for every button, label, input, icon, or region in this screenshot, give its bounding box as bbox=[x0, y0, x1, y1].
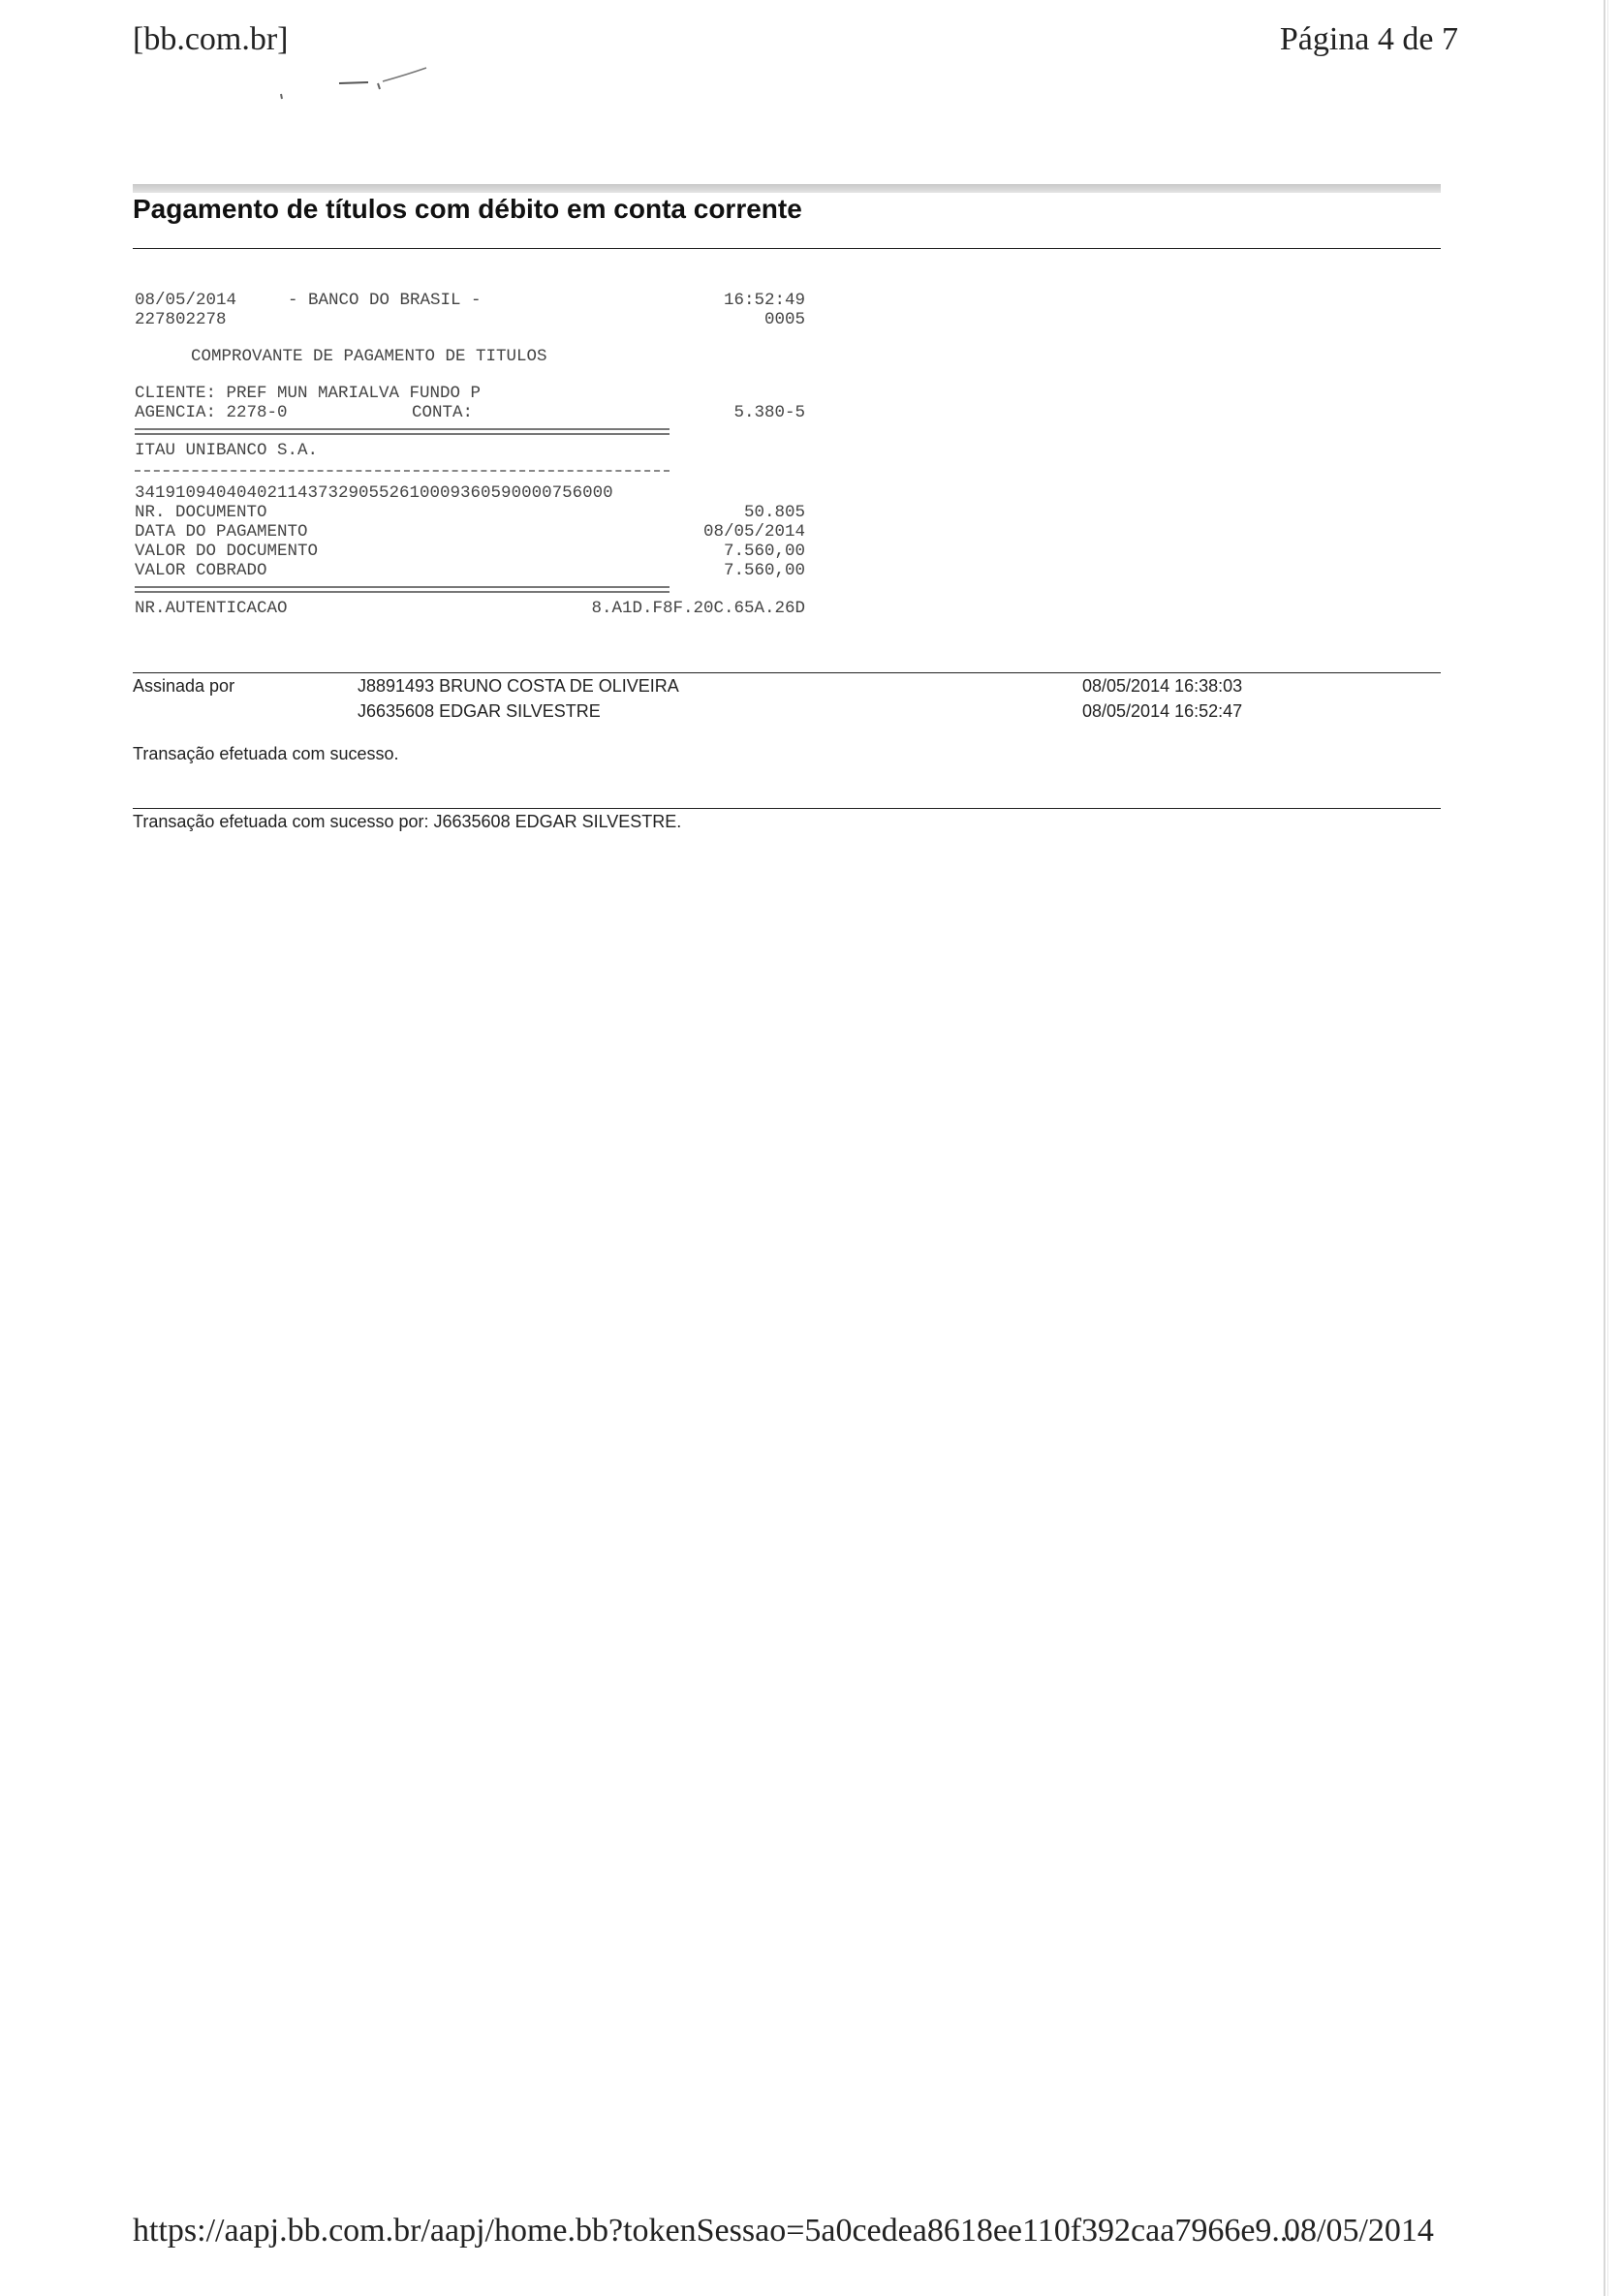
signature-divider bbox=[133, 672, 1441, 673]
receipt-conta-label: CONTA: bbox=[412, 403, 474, 422]
receipt-row bbox=[135, 561, 813, 580]
scan-edge bbox=[1604, 0, 1605, 2296]
header-site: [bb.com.br] bbox=[133, 21, 289, 57]
row-value: 7.560,00 bbox=[723, 561, 805, 580]
header-page-number: Página 4 de 7 bbox=[1279, 21, 1458, 57]
receipt-bank: - BANCO DO BRASIL - bbox=[288, 291, 482, 310]
row-label: VALOR COBRADO bbox=[135, 561, 267, 580]
signer-datetime: 08/05/2014 16:52:47 bbox=[1082, 701, 1243, 721]
receipt-auth-line bbox=[135, 599, 813, 618]
signer-datetime: 08/05/2014 16:38:03 bbox=[1082, 676, 1243, 696]
receipt-code: 227802278 bbox=[135, 310, 227, 329]
receipt-barcode: 34191094040402114373290552610009360590000756000 bbox=[135, 483, 613, 503]
payment-receipt bbox=[135, 291, 813, 618]
signer-name: J8891493 BRUNO COSTA DE OLIVEIRA bbox=[358, 676, 679, 696]
auth-value: 8.A1D.F8F.20C.65A.26D bbox=[591, 599, 805, 618]
receipt-agencia: AGENCIA: 2278-0 bbox=[135, 403, 288, 422]
pen-mark bbox=[271, 60, 446, 109]
title-divider bbox=[133, 248, 1441, 249]
receipt-date: 08/05/2014 bbox=[135, 291, 237, 310]
auth-label: NR.AUTENTICACAO bbox=[135, 599, 288, 618]
receipt-title: COMPROVANTE DE PAGAMENTO DE TITULOS bbox=[191, 347, 547, 366]
double-rule bbox=[135, 428, 670, 435]
row-value: 50.805 bbox=[743, 503, 805, 522]
section-title-bar bbox=[133, 184, 1441, 193]
single-rule bbox=[135, 470, 670, 472]
receipt-title-line bbox=[135, 347, 813, 366]
row-label: DATA DO PAGAMENTO bbox=[135, 522, 308, 542]
receipt-code-line bbox=[135, 310, 813, 329]
receipt-header-line bbox=[135, 291, 813, 310]
row-value: 7.560,00 bbox=[723, 542, 805, 561]
receipt-time: 16:52:49 bbox=[723, 291, 805, 310]
section-title: Pagamento de títulos com débito em conta corrente bbox=[133, 194, 802, 224]
receipt-cliente: CLIENTE: PREF MUN MARIALVA FUNDO P bbox=[135, 384, 482, 403]
receipt-payee: ITAU UNIBANCO S.A. bbox=[135, 441, 319, 460]
success-message: Transação efetuada com sucesso. bbox=[133, 744, 399, 763]
status-divider bbox=[133, 808, 1441, 809]
footer-url: https://aapj.bb.com.br/aapj/home.bb?tokenSessao=5a0cedea8618ee110f392caa7966e9... bbox=[133, 2213, 1296, 2249]
receipt-code2: 0005 bbox=[763, 310, 805, 329]
success-by-message: Transação efetuada com sucesso por: J6635608 EDGAR SILVESTRE. bbox=[133, 812, 682, 831]
row-label: VALOR DO DOCUMENTO bbox=[135, 542, 319, 561]
receipt-conta-value: 5.380-5 bbox=[733, 403, 805, 422]
signer-name: J6635608 EDGAR SILVESTRE bbox=[358, 701, 601, 721]
footer-date: 08/05/2014 bbox=[1284, 2213, 1434, 2249]
double-rule bbox=[135, 586, 670, 593]
row-label: NR. DOCUMENTO bbox=[135, 503, 267, 522]
receipt-row bbox=[135, 522, 813, 542]
receipt-agencia-line bbox=[135, 403, 813, 422]
receipt-row bbox=[135, 542, 813, 561]
scan-edge-shadow bbox=[1607, 0, 1608, 2296]
row-value: 08/05/2014 bbox=[702, 522, 805, 542]
receipt-row bbox=[135, 503, 813, 522]
signed-by-label: Assinada por bbox=[133, 676, 235, 696]
